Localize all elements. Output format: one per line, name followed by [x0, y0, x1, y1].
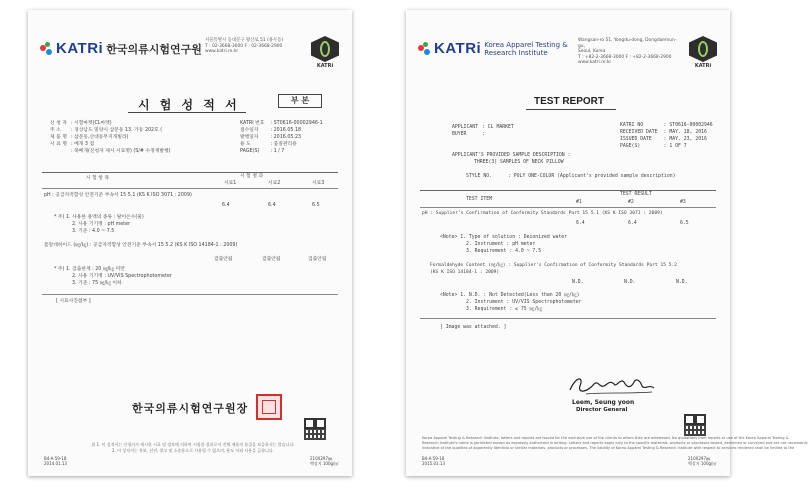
doc-code-line: 210X297㎜	[688, 456, 711, 461]
info-label: APPLICANT	[452, 125, 478, 130]
info-label: 주 소	[50, 128, 61, 133]
katri-logo-icon	[40, 42, 54, 56]
ph-value-1: 6.4	[222, 203, 230, 208]
address-line: T : 02-3668-3000 F : 02-3668-2900	[205, 43, 283, 49]
col-test-item: 시 험 항 목	[86, 176, 110, 181]
emblem-label: KATRi	[316, 63, 334, 69]
official-seal-icon	[256, 394, 282, 420]
style-number-value: : POLY ONE-COLOR (Applicant's provided sample description)	[508, 174, 676, 179]
ph-value-2: 6.4	[628, 221, 637, 226]
disclaimer	[422, 436, 808, 451]
formaldehyde-note-2: 2. Instrument : UV/VIS Spectrophotometer	[466, 300, 582, 305]
doc-code-right	[688, 456, 716, 466]
report-header	[418, 36, 718, 76]
disclaimer-line: 위 1. 이 성적서는 신청자가 제시한 시료 및 정보에 의하여 시험한 결과로서 전체 제품의 품질을 보증하지는 않습니다.	[91, 442, 295, 447]
meta-label: KATRI NO	[620, 123, 644, 128]
info-label: 시 료 명	[50, 142, 67, 147]
emblem-icon	[311, 36, 339, 62]
signature-icon	[566, 372, 658, 398]
table-bottom-rule	[420, 318, 716, 319]
report-meta	[620, 122, 713, 150]
info-label: BUYER	[452, 132, 467, 137]
title-underline	[128, 112, 246, 113]
info-value: : 베개 3 점	[70, 142, 95, 147]
formaldehyde-value-1: 검출안됨	[214, 257, 233, 262]
table-top-rule	[42, 172, 338, 173]
col-sample-3: 시료3	[312, 181, 325, 186]
meta-label: RECEIVED DATE	[620, 130, 658, 135]
table-bottom-rule	[42, 294, 338, 295]
ph-value-3: 6.5	[680, 221, 689, 226]
attachment-note: [ 시료사진첨부 ]	[56, 299, 91, 304]
info-value: : 목베개(신청자 제시 시료명) (S/# 수정재발행)	[70, 149, 171, 154]
meta-label: 접수일자	[240, 128, 259, 133]
attachment-note: [ Image was attached. ]	[440, 325, 507, 330]
ph-test-title: pH : Supplier's Confirmation of Conformity Standards Part 15 5.1 (KS K ISO 3071 : 2009)	[422, 211, 663, 216]
disclaimer	[68, 442, 318, 453]
doc-code-line: 2014.01.13	[44, 461, 67, 466]
ph-test-title: pH : 공급자적합성 안전기준 부속서 15 5.1 (KS K ISO 3071 : 2009)	[44, 193, 192, 198]
doc-code-line: 백상지 100g/㎡	[688, 461, 717, 466]
sample-description-label: APPLICANT'S PROVIDED SAMPLE DESCRIPTION :	[452, 153, 571, 158]
title-underline	[526, 109, 616, 110]
doc-code-line: B4-A-59-18	[422, 456, 445, 461]
copy-badge: 부 본	[278, 94, 322, 108]
applicant-info	[452, 124, 514, 138]
logo-text: KATRi	[56, 40, 104, 57]
doc-code-line: B4-A-59-18	[44, 456, 67, 461]
doc-code-right	[310, 456, 338, 466]
info-value: : CL MARKET	[482, 125, 514, 130]
meta-value: : MAY. 23, 2016	[663, 137, 707, 142]
formaldehyde-value-3: 검출안됨	[308, 257, 327, 262]
formaldehyde-test-title: 폼알데하이드 (㎎/㎏) : 공급자적합성 안전기준 부속서 15 5.2 (KS K ISO 14184-1 : 2009)	[44, 243, 238, 248]
qr-code-icon	[684, 414, 706, 436]
col-test-result: 시 험 결 과	[240, 174, 264, 179]
address-line: T : +82-2-3668-3000 F : +82-2-3668-2900	[578, 54, 672, 60]
katri-logo	[418, 40, 576, 57]
ph-note-2: 2. Instrument : pH meter	[466, 242, 536, 247]
doc-code-line: 210X297㎜	[310, 456, 333, 461]
col-sample-3: #3	[680, 200, 686, 205]
disclaimer-line: 2. 이 성적서는 홍보, 선전, 광고 및 소송용으로 사용될 수 없으며, 용도 이외 사용을 금합니다.	[112, 447, 274, 453]
disclaimer-line: Research Institute's name is permitted except as expressly authorized in writing. Letters and reports apply only to the specific materials, products or processes tested, examined or surveyed and are not necessarily	[422, 441, 808, 445]
formaldehyde-value-2: N.D.	[624, 280, 636, 285]
formaldehyde-note-2: 2. 사용 기기명 : UV/VIS Spectrophotometer	[72, 274, 172, 279]
ph-note-1: * 주) 1. 사용한 용액의 종류 : 탈이온수(물)	[54, 215, 144, 220]
info-label: 제 품 명	[50, 135, 67, 140]
ph-note-3: 3. 기준 : 4.0 ~ 7.5	[72, 229, 115, 234]
table-top-rule	[420, 190, 716, 191]
formaldehyde-value-3: N.D.	[676, 280, 688, 285]
meta-value: : ST0616-00002946	[663, 123, 713, 128]
col-test-item: TEST ITEM	[466, 197, 492, 202]
doc-code-left	[422, 456, 445, 466]
institute-address	[578, 38, 678, 66]
korean-test-report	[28, 10, 352, 476]
meta-label: ISSUED DATE	[620, 137, 652, 142]
meta-value: : 1 OF 7	[663, 144, 687, 149]
formaldehyde-value-2: 검출안됨	[262, 257, 281, 262]
ph-note-3: 3. Requirement : 4.0 ~ 7.5	[466, 249, 542, 254]
meta-label: PAGE(S)	[240, 149, 260, 154]
address-line: Wangsan-ro 51, Yongdu-dong, Dongdaemun-gu,	[578, 38, 677, 49]
table-header-rule	[420, 207, 716, 208]
meta-value: : 품질관리용	[270, 142, 297, 147]
meta-value: : MAY. 18, 2016	[663, 130, 707, 135]
formaldehyde-note-3: 3. Requirement : ≤ 75 ㎎/㎏	[466, 307, 543, 312]
doc-code-line: 백상지 100g/㎡	[310, 461, 339, 466]
formaldehyde-note-3: 3. 기준 : 75 ㎎/㎏ 이하	[72, 281, 122, 286]
katri-emblem	[688, 36, 718, 70]
report-meta	[240, 120, 323, 155]
report-title: TEST REPORT	[534, 96, 605, 107]
formaldehyde-note-1: * 주) 1. 검출한계 : 20 ㎎/㎏ 미만	[54, 267, 125, 272]
meta-value: : ST0616-00002946-1	[270, 121, 323, 126]
formaldehyde-test-standard: (KS K ISO 14184-1 : 2009)	[430, 270, 500, 275]
doc-code-left	[44, 456, 67, 466]
institute-line: Research Institute	[484, 48, 548, 57]
ph-value-3: 6.5	[312, 203, 320, 208]
meta-value: : 1 / 7	[270, 149, 285, 154]
ph-value-2: 6.4	[268, 203, 276, 208]
doc-code-line: 2015.01.13	[422, 461, 445, 466]
meta-label: PAGE(S)	[620, 144, 641, 149]
meta-label: KATRI 번호	[240, 121, 265, 126]
col-sample-2: 시료2	[268, 181, 281, 186]
report-title: 시 험 성 적 서	[138, 98, 240, 112]
emblem-icon	[689, 36, 717, 62]
info-label	[50, 148, 67, 155]
col-sample-2: #2	[628, 200, 634, 205]
meta-value: : 2016.05.23	[270, 135, 302, 140]
address-line: www.katri.re.kr	[205, 49, 239, 55]
institute-name	[484, 41, 576, 57]
ph-value-1: 6.4	[576, 221, 585, 226]
signatory-name: Leem, Seung yoon	[572, 399, 635, 406]
col-sample-1: #1	[576, 200, 582, 205]
institute-name: 한국의류시험연구원	[106, 42, 202, 56]
issuer-signature-line: 한국의류시험연구원장	[132, 402, 249, 415]
disclaimer-line: Korea Apparel Testing & Research Institute, letters and reports are issued for the exclusive use of the clients to whom they are addressed. No quotations from reports or use of the Korea Apparel Testing &	[422, 436, 789, 440]
applicant-info	[50, 120, 171, 155]
katri-emblem	[310, 36, 340, 70]
report-header	[40, 36, 340, 76]
meta-value: : 2016.05.18	[270, 128, 302, 133]
meta-label: 용 도	[240, 142, 251, 147]
info-value: : 삼문동,산대동무지개빌라)	[70, 135, 129, 140]
katri-logo	[40, 40, 202, 57]
info-label: 신 청 자	[50, 121, 67, 126]
meta-label: 발행일자	[240, 135, 259, 140]
institute-address	[205, 38, 305, 55]
address-line: 서울특별시 동대문구 왕산로 51 (용두동)	[205, 38, 284, 43]
emblem-label: KATRi	[694, 63, 712, 69]
english-test-report	[406, 10, 808, 476]
sample-description-value: THREE(3) SAMPLES OF NECK PILLOW	[474, 160, 564, 165]
qr-code-icon	[304, 418, 326, 440]
institute-line: Korea Apparel Testing &	[484, 40, 568, 49]
info-value: :	[482, 132, 485, 137]
address-line: www.katri.re.kr	[578, 60, 612, 66]
info-value: : 시험마켓(CL마켓)	[70, 121, 112, 126]
formaldehyde-value-1: N.D.	[572, 280, 584, 285]
katri-logo-icon	[418, 42, 432, 56]
address-line: Seoul, Korea	[578, 49, 606, 55]
table-header-rule	[42, 188, 338, 189]
formaldehyde-test-title: Formaldehyde Content (㎎/㎏) : Supplier's Confirmation of Conformity Standards Part 15 5.2	[430, 263, 678, 268]
formaldehyde-note-1: <Note> 1. N.D. : Not Detected(Less than 20 ㎎/㎏)	[440, 293, 580, 298]
style-number-label: STYLE NO.	[466, 174, 492, 179]
ph-note-2: 2. 사용 기기명 : pH meter	[72, 222, 131, 227]
signatory-title: Director General	[576, 407, 628, 413]
ph-note-1: <Note> 1. Type of solution : Deionized water	[440, 235, 568, 240]
col-test-result: TEST RESULT	[620, 192, 652, 197]
info-value: : 경상남도 밀양시 삼문동 13, 가동 202호 (	[70, 128, 163, 133]
disclaimer-line: indicative of the qualities of apparently identical or similar materials, products or processes. The liability of Korea Apparel Testing & Research Institute with respect to services rendered shall be limited to the	[422, 446, 795, 450]
col-sample-1: 시료1	[224, 181, 237, 186]
logo-text: KATRi	[434, 40, 482, 57]
